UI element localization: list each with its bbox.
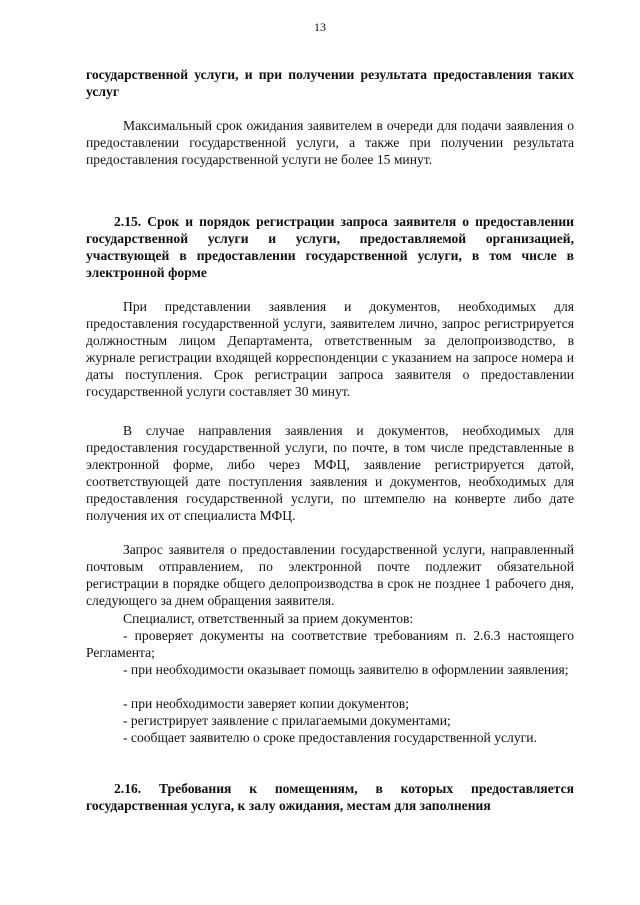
- duties-list-item: - при необходимости заверяет копии документов;: [123, 696, 409, 711]
- paragraph-waiting-time: Максимальный срок ожидания заявителем в очереди для подачи заявления о предоставлении государственной услуги, а также при получении результата предоставления государственной услуги не более 15 минут.: [86, 118, 574, 167]
- duties-list-item: - сообщает заявителю о сроке предоставления государственной услуги.: [123, 730, 537, 745]
- paragraph-registration-by-mail: В случае направления заявления и документов, необходимых для предоставления государственной услуги, по почте, в том числе представленные в электронной форме, либо через МФЦ, заявление регистрируется датой, соответствующей дате поступления заявления и документов, необходимых для предоставления государственной услуги, по штемпелю на конверте либо дате получения их от специалиста МФЦ.: [86, 423, 574, 523]
- duties-list-item: - регистрирует заявление с прилагаемыми документами;: [123, 713, 451, 728]
- paragraph-registration-in-person: При представлении заявления и документов, необходимых для предоставления государственной услуги, заявителем лично, запрос регистрируется должностным лицом Департамента, ответственным за делопроизводство, в журнале регистрации входящей корреспонденции с указанием на запросе номера и даты поступления. Срок регистрации запроса заявителя о предоставлении государственной услуги составляет 30 минут.: [86, 299, 574, 399]
- duties-list-item: - при необходимости оказывает помощь заявителю в оформлении заявления;: [123, 662, 569, 677]
- paragraph-registration-deadline: Запрос заявителя о предоставлении государственной услуги, направленный почтовым отправлением, по электронной почте подлежит обязательной регистрации в порядке общего делопроизводства в срок не позднее 1 рабочего дня, следующего за днем обращения заявителя.: [86, 542, 574, 608]
- duties-list-item: - проверяет документы на соответствие требованиям п. 2.6.3 настоящего Регламента;: [86, 628, 574, 660]
- section-heading-2-16: 2.16. Требования к помещениям, в которых предоставляется государственная услуга, к залу ожидания, местам для заполнения: [86, 781, 574, 813]
- section-heading-2-15: 2.15. Срок и порядок регистрации запроса заявителя о предоставлении государственной услуги и услуги, предоставляемой организацией, участвующей в предоставлении государственной услуги, в том числе в электронной форме: [86, 214, 574, 280]
- page-number: 13: [314, 20, 326, 34]
- paragraph-specialist-duties: Специалист, ответственный за прием документов:: [123, 611, 414, 626]
- section-heading-continuation: государственной услуги, и при получении результата предоставления таких услуг: [86, 67, 574, 99]
